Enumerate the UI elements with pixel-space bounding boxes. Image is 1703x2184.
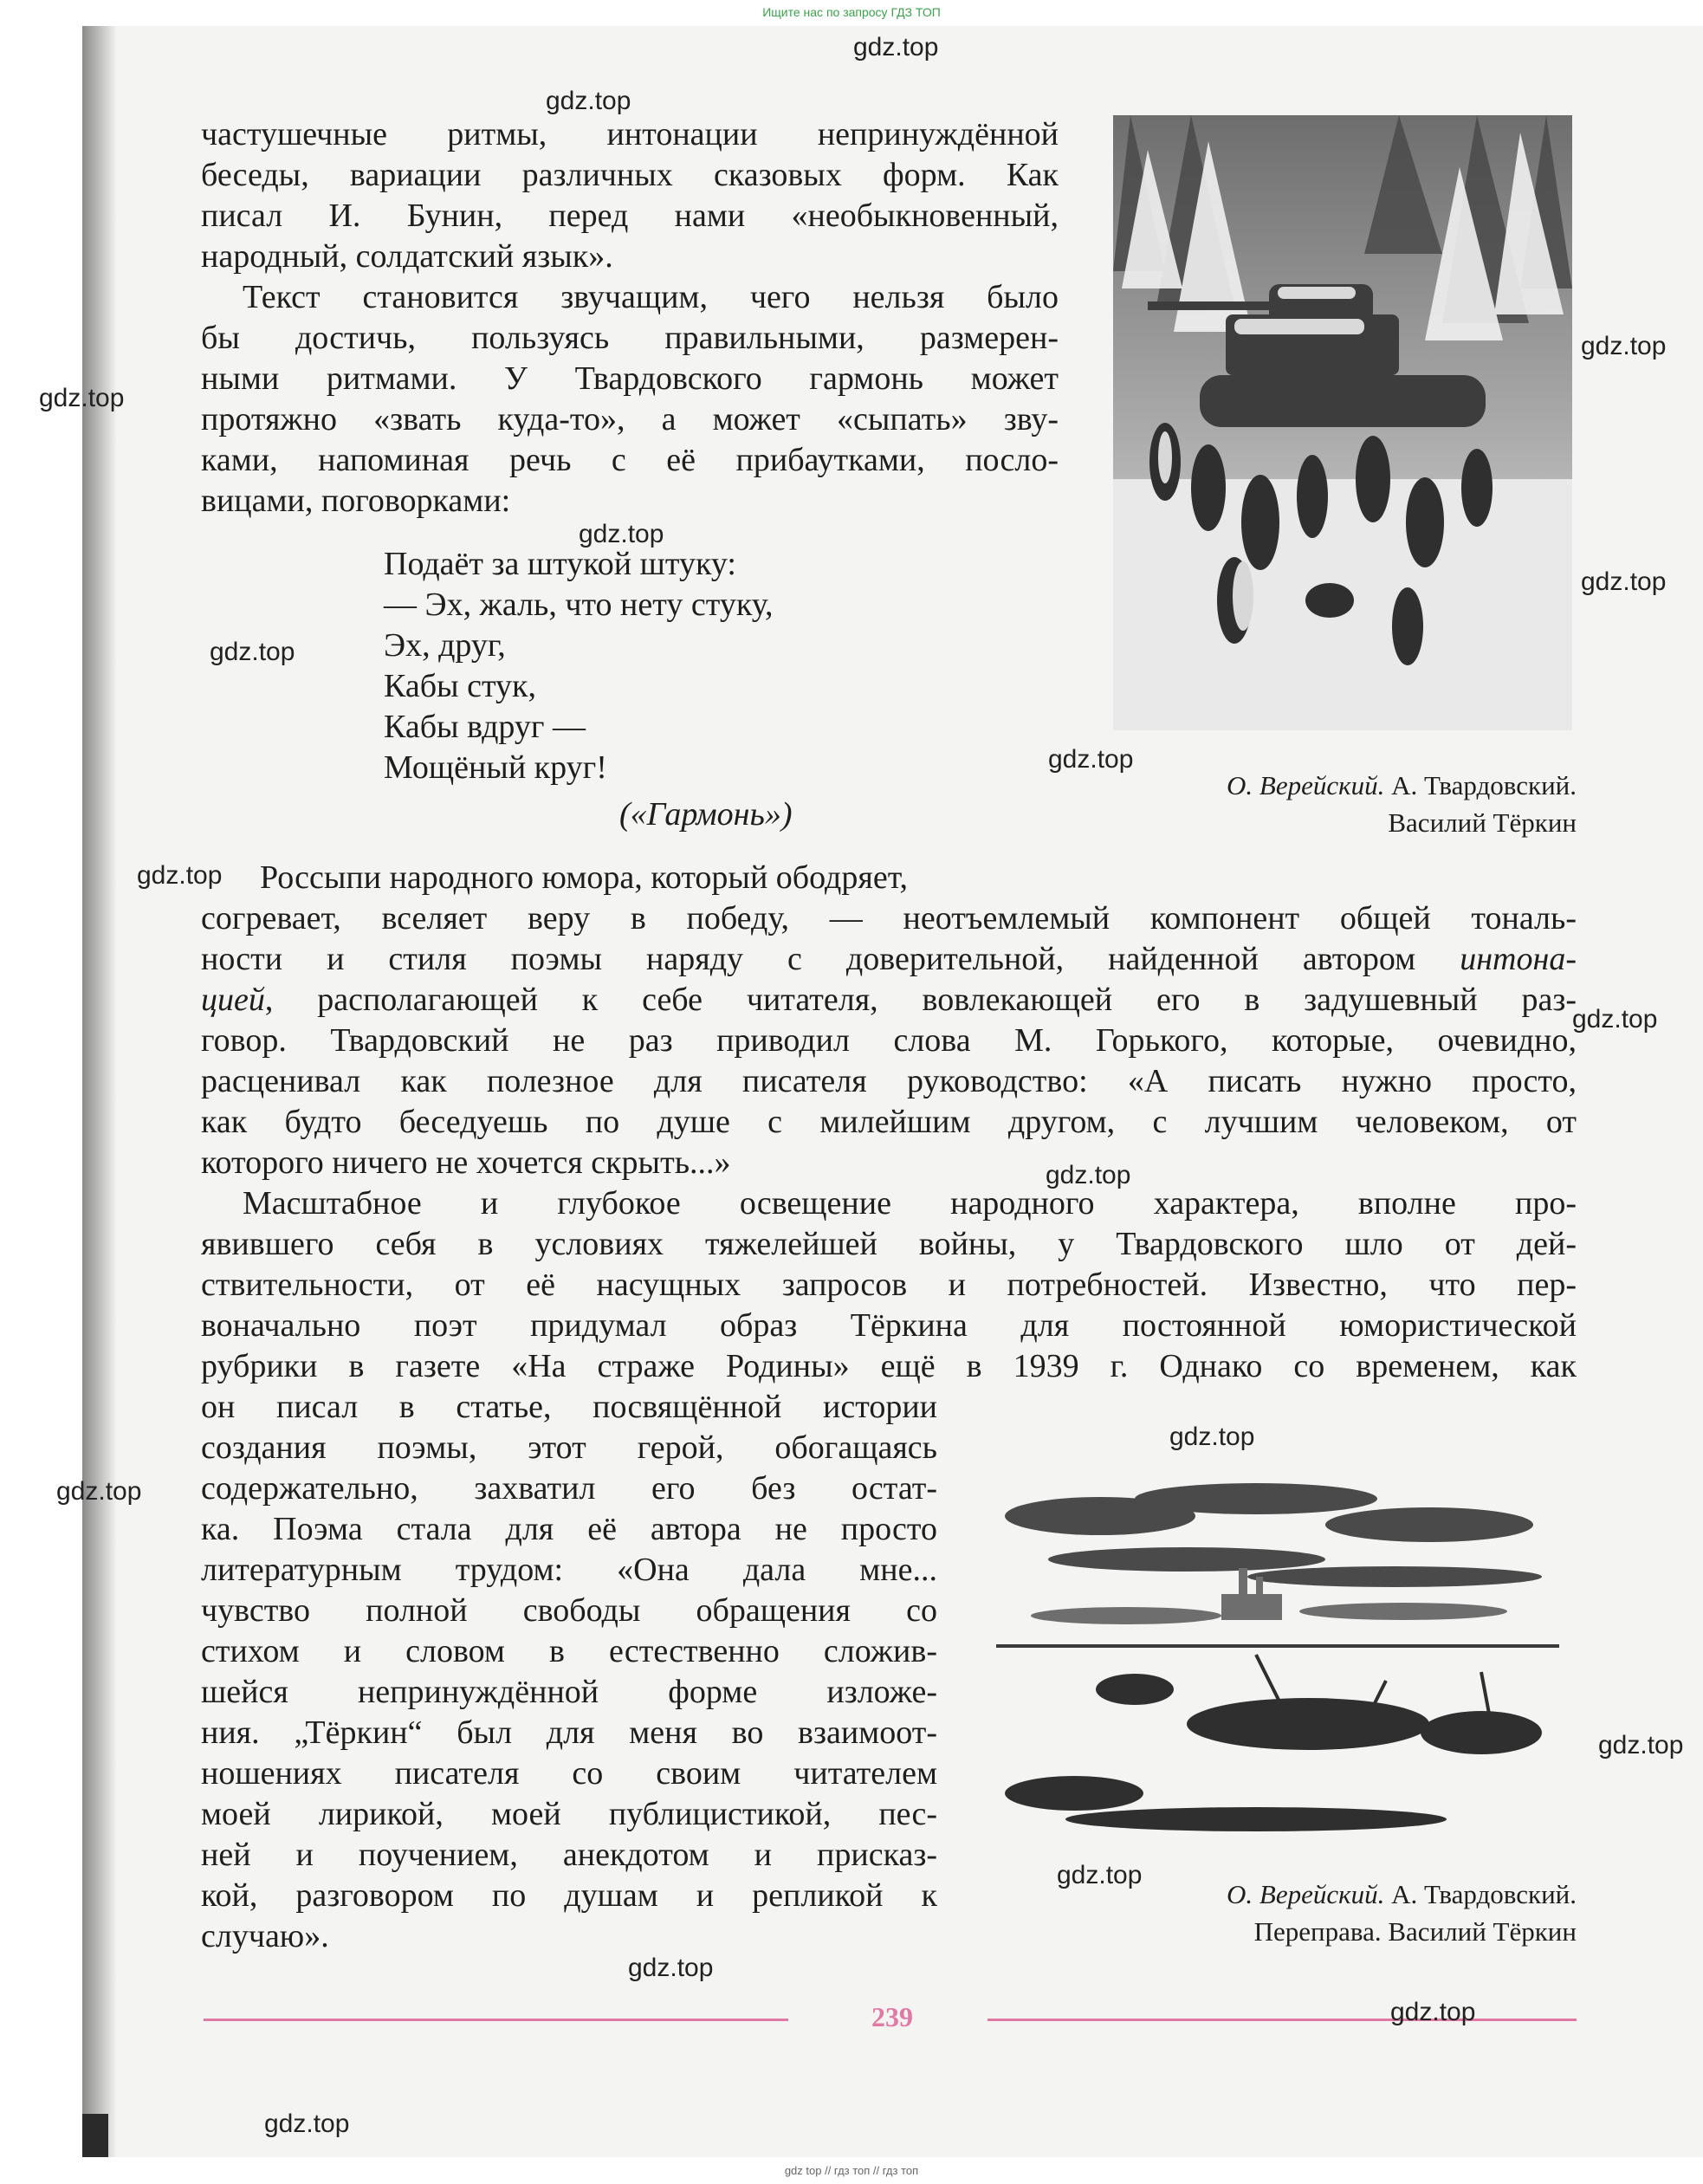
text-line: протяжно «звать куда-то», а может «сыпать» зву- [201, 401, 1059, 437]
illustration-river-crossing [996, 1464, 1559, 1845]
paragraph-2 [201, 277, 1059, 522]
caption-illustration-1 [1039, 767, 1577, 841]
text-line: кой, разговором по душам и репликой к [201, 1877, 937, 1914]
watermark: gdz.top [1390, 1998, 1476, 2026]
text-line [201, 939, 1577, 980]
watermark: gdz.top [264, 2109, 350, 2138]
text-line: стихом и словом в естественно сложив- [201, 1633, 937, 1669]
watermark: gdz.top [1598, 1731, 1684, 1760]
text-line [201, 980, 1577, 1021]
book-spine-shadow [82, 26, 117, 2157]
paragraph-4-continued [201, 1387, 937, 1957]
watermark: gdz.top [210, 638, 295, 666]
text-span: ности и стиля поэмы наряду с доверительной, найденной автором [201, 941, 1460, 977]
caption-rest: А. Твардовский. [1384, 1879, 1577, 1909]
poem-line: — Эх, жаль, что нету стуку, [384, 587, 774, 623]
text-line: вицами, поговорками: [201, 483, 511, 519]
text-line: Текст становится звучащим, чего нельзя было [243, 279, 1059, 315]
poem-line: Мощёный круг! [384, 749, 607, 786]
poem-line: Кабы вдруг — [384, 709, 586, 745]
text-line: ношениях писателя со своим читателем [201, 1755, 937, 1792]
poem-line: Эх, друг, [384, 627, 506, 664]
watermark: gdz.top [1572, 1005, 1658, 1034]
italic-term: интона- [1460, 941, 1577, 977]
text-line: Россыпи народного юмора, который ободряет, [260, 859, 908, 896]
watermark: gdz.top [546, 87, 631, 115]
watermark: gdz.top [1581, 567, 1667, 596]
caption-rest: А. Твардовский. [1384, 770, 1577, 800]
text-line: ней и поучением, анекдотом и присказ- [201, 1837, 937, 1873]
text-line: как будто беседуешь по душе с милейшим другом, с лучшим человеком, от [201, 1104, 1577, 1140]
caption-line: Переправа. Василий Тёркин [1253, 1916, 1577, 1947]
watermark: gdz.top [579, 520, 664, 548]
text-line: согревает, вселяет веру в победу, — неотъемлемый компонент общей тональ- [201, 900, 1577, 936]
italic-term: цией [201, 982, 265, 1018]
top-banner[interactable]: Ищите нас по запросу ГДЗ ТОП [762, 5, 941, 19]
winter-tank-image [1113, 115, 1572, 730]
text-line: содержательно, захватил его без остат- [201, 1470, 937, 1507]
text-line: рубрики в газете «На страже Родины» ещё в 1939 г. Однако со временем, как [201, 1348, 1577, 1384]
text-line: моей лирикой, моей публицистикой, пес- [201, 1796, 937, 1832]
paragraph-1 [201, 114, 1059, 277]
text-line: бы достичь, пользуясь правильными, размерен- [201, 320, 1059, 356]
watermark: gdz.top [1057, 1861, 1143, 1889]
text-line: писал И. Бунин, перед нами «необыкновенный, [201, 198, 1059, 234]
river-crossing-image [996, 1464, 1559, 1845]
text-line: которого ничего не хочется скрыть...» [201, 1144, 731, 1181]
text-line: ка. Поэма стала для её автора не просто [201, 1511, 937, 1547]
watermark: gdz.top [1046, 1161, 1131, 1189]
watermark: gdz.top [56, 1477, 142, 1506]
text-line: литературным трудом: «Она дала мне... [201, 1552, 937, 1588]
watermark: gdz.top [137, 861, 223, 890]
watermark: gdz.top [628, 1954, 714, 1982]
poem-line: Кабы стук, [384, 668, 537, 704]
text-line: ными ритмами. У Твардовского гармонь может [201, 360, 1059, 397]
paragraph-4 [201, 1183, 1577, 1387]
caption-author: О. Верейский. [1227, 770, 1385, 800]
watermark: gdz.top [1169, 1423, 1255, 1451]
text-line: явившего себя в условиях тяжелейшей войны, у Твардовского шло от дей- [201, 1226, 1577, 1262]
text-line: говор. Твардовский не раз приводил слова М. Горького, которые, очевидно, [201, 1022, 1577, 1059]
text-line: народный, солдатский язык». [201, 238, 613, 275]
text-line: частушечные ритмы, интонации непринуждённой [201, 116, 1059, 152]
caption-author: О. Верейский. [1227, 1879, 1385, 1909]
text-line: ствительности, от её насущных запросов и потребностей. Известно, что пер- [201, 1267, 1577, 1303]
text-line: шейся непринуждённой форме изложе- [201, 1674, 937, 1710]
poem-source: («Гармонь») [619, 796, 793, 833]
text-line: ками, напоминая речь с её прибаутками, посло- [201, 442, 1059, 478]
paragraph-3 [201, 858, 1577, 1183]
text-line: беседы, вариации различных сказовых форм. Как [201, 157, 1059, 193]
footer-rule-right [987, 2019, 1577, 2021]
watermark: gdz.top [853, 33, 939, 62]
book-spine-corner [82, 2114, 108, 2157]
poem-line: Подаёт за штукой штуку: [384, 546, 736, 582]
illustration-winter-tank [1113, 115, 1572, 730]
text-line: Масштабное и глубокое освещение народного характера, вполне про- [243, 1185, 1577, 1222]
watermark: gdz.top [1581, 332, 1667, 360]
text-line: расценивал как полезное для писателя руководство: «А писать нужно просто, [201, 1063, 1577, 1099]
text-line: чувство полной свободы обращения со [201, 1592, 937, 1629]
text-line: он писал в статье, посвящённой истории [201, 1389, 937, 1425]
text-line: ния. „Тёркин“ был для меня во взаимоот- [201, 1714, 937, 1751]
footer-rule-left [204, 2019, 788, 2021]
bottom-banner[interactable]: gdz top // гдз топ // гдз топ [784, 2164, 919, 2177]
text-line: создания поэмы, этот герой, обогащаясь [201, 1429, 937, 1466]
text-line: воначально поэт придумал образ Тёркина для постоянной юмористической [201, 1307, 1577, 1344]
page-number: 239 [871, 2001, 913, 2032]
text-span: , располагающей к себе читателя, вовлекающей его в задушевный раз- [264, 982, 1577, 1018]
text-line: случаю». [201, 1918, 329, 1954]
watermark: gdz.top [39, 384, 125, 412]
watermark: gdz.top [1048, 745, 1134, 774]
poem-excerpt [384, 544, 773, 788]
caption-line: Василий Тёркин [1388, 807, 1577, 838]
